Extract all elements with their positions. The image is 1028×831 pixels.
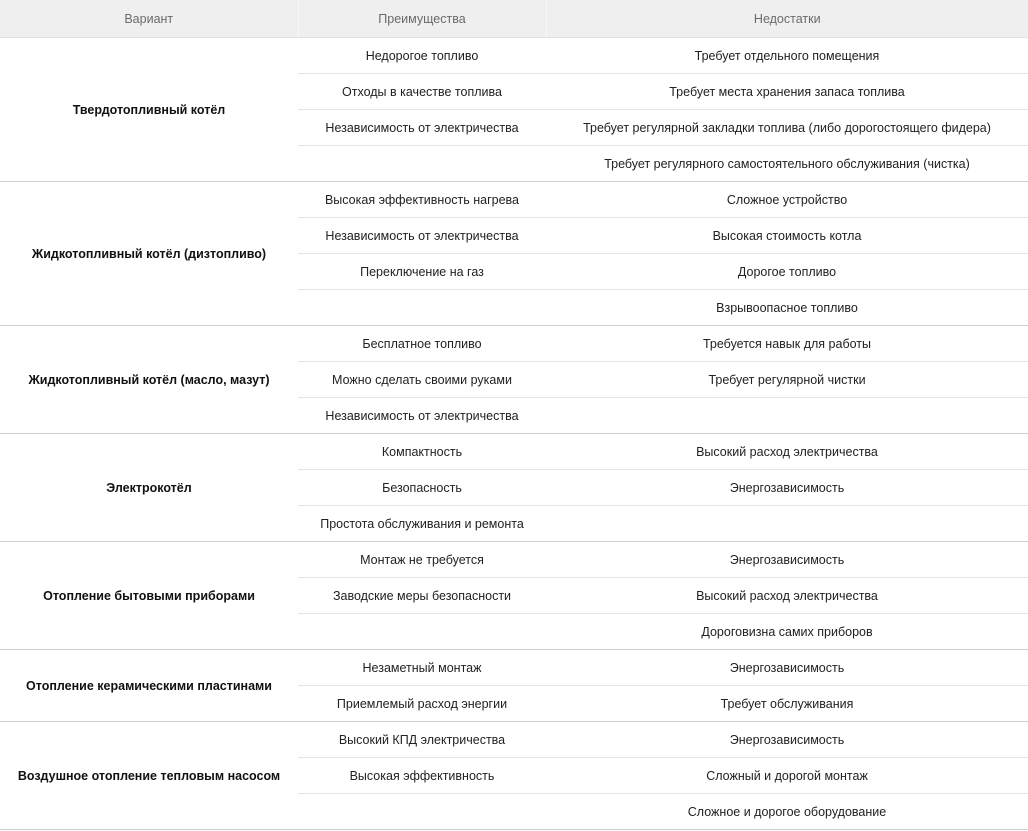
advantage-cell: Отходы в качестве топлива xyxy=(298,74,546,110)
advantage-cell: Безопасность xyxy=(298,470,546,506)
advantage-cell: Высокая эффективность xyxy=(298,758,546,794)
table-row xyxy=(0,182,1028,218)
advantage-cell: Высокий КПД электричества xyxy=(298,722,546,758)
variant-cell: Твердотопливный котёл xyxy=(0,38,298,182)
table-row xyxy=(0,650,1028,686)
disadvantage-cell: Требует регулярной чистки xyxy=(546,362,1028,398)
disadvantage-cell: Требует регулярной закладки топлива (либо дорогостоящего фидера) xyxy=(546,110,1028,146)
variant-cell: Воздушное отопление тепловым насосом xyxy=(0,722,298,830)
variant-cell: Отопление бытовыми приборами xyxy=(0,542,298,650)
disadvantage-cell xyxy=(546,398,1028,434)
advantage-cell: Высокая эффективность нагрева xyxy=(298,182,546,218)
disadvantage-cell: Энергозависимость xyxy=(546,542,1028,578)
table-header xyxy=(0,0,1028,38)
table-row xyxy=(0,326,1028,362)
variant-cell: Электрокотёл xyxy=(0,434,298,542)
advantage-cell: Монтаж не требуется xyxy=(298,542,546,578)
advantage-cell xyxy=(298,794,546,830)
variant-cell: Отопление керамическими пластинами xyxy=(0,650,298,722)
advantage-cell: Простота обслуживания и ремонта xyxy=(298,506,546,542)
disadvantage-cell: Требует места хранения запаса топлива xyxy=(546,74,1028,110)
advantage-cell: Независимость от электричества xyxy=(298,110,546,146)
disadvantage-cell: Дорогое топливо xyxy=(546,254,1028,290)
disadvantage-cell: Энергозависимость xyxy=(546,722,1028,758)
table-body xyxy=(0,38,1028,830)
disadvantage-cell: Энергозависимость xyxy=(546,470,1028,506)
advantage-cell: Независимость от электричества xyxy=(298,398,546,434)
table-row xyxy=(0,434,1028,470)
header-row xyxy=(0,0,1028,38)
advantage-cell xyxy=(298,290,546,326)
disadvantage-cell: Сложное и дорогое оборудование xyxy=(546,794,1028,830)
advantage-cell: Компактность xyxy=(298,434,546,470)
header-disadvantages: Недостатки xyxy=(546,0,1028,38)
advantage-cell xyxy=(298,146,546,182)
advantage-cell: Приемлемый расход энергии xyxy=(298,686,546,722)
table-row xyxy=(0,38,1028,74)
disadvantage-cell: Высокая стоимость котла xyxy=(546,218,1028,254)
table-row xyxy=(0,722,1028,758)
advantage-cell: Независимость от электричества xyxy=(298,218,546,254)
disadvantage-cell: Высокий расход электричества xyxy=(546,434,1028,470)
advantage-cell: Недорогое топливо xyxy=(298,38,546,74)
disadvantage-cell: Требует регулярного самостоятельного обслуживания (чистка) xyxy=(546,146,1028,182)
header-advantages: Преимущества xyxy=(298,0,546,38)
disadvantage-cell: Взрывоопасное топливо xyxy=(546,290,1028,326)
disadvantage-cell: Требуется навык для работы xyxy=(546,326,1028,362)
advantage-cell: Переключение на газ xyxy=(298,254,546,290)
disadvantage-cell: Высокий расход электричества xyxy=(546,578,1028,614)
advantage-cell: Незаметный монтаж xyxy=(298,650,546,686)
disadvantage-cell xyxy=(546,506,1028,542)
advantage-cell: Бесплатное топливо xyxy=(298,326,546,362)
advantage-cell xyxy=(298,614,546,650)
disadvantage-cell: Энергозависимость xyxy=(546,650,1028,686)
disadvantage-cell: Сложное устройство xyxy=(546,182,1028,218)
disadvantage-cell: Требует отдельного помещения xyxy=(546,38,1028,74)
table-row xyxy=(0,542,1028,578)
disadvantage-cell: Дороговизна самих приборов xyxy=(546,614,1028,650)
advantage-cell: Можно сделать своими руками xyxy=(298,362,546,398)
variant-cell: Жидкотопливный котёл (масло, мазут) xyxy=(0,326,298,434)
disadvantage-cell: Сложный и дорогой монтаж xyxy=(546,758,1028,794)
advantage-cell: Заводские меры безопасности xyxy=(298,578,546,614)
variant-cell: Жидкотопливный котёл (дизтопливо) xyxy=(0,182,298,326)
header-variant: Вариант xyxy=(0,0,298,38)
disadvantage-cell: Требует обслуживания xyxy=(546,686,1028,722)
